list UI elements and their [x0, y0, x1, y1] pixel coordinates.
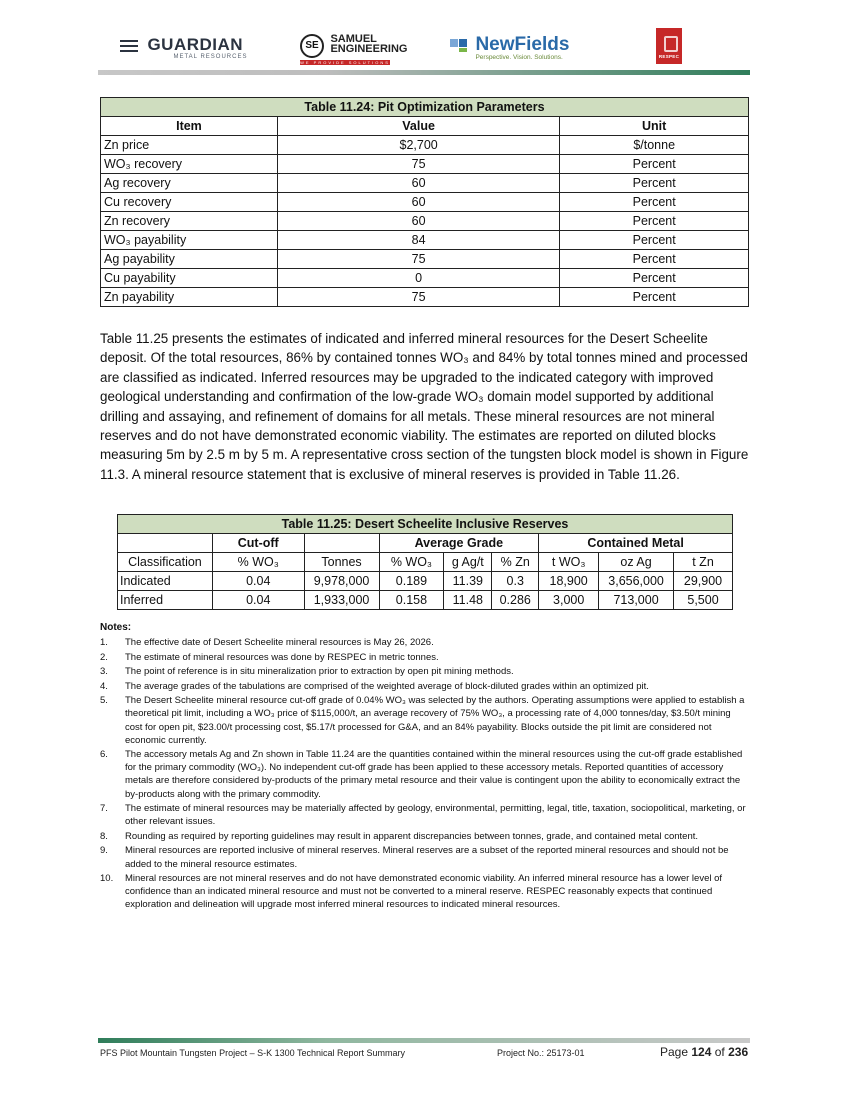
table-row: [101, 231, 749, 250]
body-paragraph: Table 11.25 presents the estimates of indicated and inferred mineral resources for the Desert Scheelite deposit. Of the total resources, 86% by contained tonnes WO₃ and 84% by total tonnes mined and processed are classified as indicated. Inferred resources may be upgraded to the indicated category with improved geological understanding and confirmation of the low-grade WO₃ domain model supported by additional drilling and assaying, and refinement of domains for all metals. These mineral resources are not mineral reserves and do not have demonstrated economic viability. The estimates are reported on diluted blocks measuring 5m by 2.5 m by 5 m. A representative cross section of the tungsten block model is shown in Figure 11.3. A mineral resource statement that is exclusive of mineral reserves is provided in Table 11.26.: [100, 331, 749, 482]
table-row: [118, 572, 733, 591]
column-header: Value: [277, 117, 559, 136]
table-cell: 0.189: [379, 572, 444, 591]
table-cell: Cu recovery: [101, 193, 278, 212]
table-row: [101, 136, 749, 155]
note-text: The average grades of the tabulations are comprised of the weighted average of block-diluted grades within an optimized pit.: [125, 680, 649, 692]
table-row: [101, 193, 749, 212]
note-item: 1. The effective date of Desert Scheelite mineral resources is May 26, 2026.: [100, 637, 434, 648]
table-cell: $2,700: [277, 136, 559, 155]
group-header: Cut-off: [212, 534, 304, 553]
group-header: Contained Metal: [539, 534, 733, 553]
table-caption: Table 11.24: Pit Optimization Parameters: [101, 98, 749, 117]
newfields-squares-icon: [450, 39, 468, 51]
guardian-name: GUARDIAN: [147, 35, 244, 54]
table-cell: WO₃ recovery: [101, 155, 278, 174]
table-cell: 5,500: [674, 591, 733, 610]
table-cell: 0.3: [492, 572, 539, 591]
table-row: [101, 269, 749, 288]
table-row: [101, 288, 749, 307]
table-cell: Indicated: [118, 572, 213, 591]
table-cell: Zn price: [101, 136, 278, 155]
table-cell: 84: [277, 231, 559, 250]
group-header-empty: [118, 534, 213, 553]
table-cell: Cu payability: [101, 269, 278, 288]
column-header: oz Ag: [599, 553, 674, 572]
respec-logo: [656, 28, 682, 64]
table-cell: Percent: [560, 155, 749, 174]
table-cell: Percent: [560, 231, 749, 250]
desert-scheelite-reserves-table: [117, 514, 733, 610]
table-cell: Percent: [560, 288, 749, 307]
pit-optimization-table: [100, 97, 749, 307]
table-cell: 11.39: [444, 572, 492, 591]
footer-report-title: PFS Pilot Mountain Tungsten Project – S-K 1300 Technical Report Summary: [100, 1048, 405, 1058]
note-item: 3. The point of reference is in situ mineralization prior to extraction by open pit mining methods.: [100, 666, 514, 678]
column-header: % Zn: [492, 553, 539, 572]
note-text: The estimate of mineral resources may be materially affected by geology, environmental, permitting, legal, title, taxation, sociopolitical, marketing, or other relevant issues.: [125, 803, 746, 828]
respec-word: RESPEC: [658, 54, 680, 59]
column-header: t WO₃: [539, 553, 599, 572]
table-row: [101, 212, 749, 231]
guardian-subtitle: METAL RESOURCES: [173, 54, 248, 60]
note-text: Mineral resources are reported inclusive of mineral reserves. Mineral reserves are a subset of the reported mineral resources and should not be added to the mineral resource estimates.: [125, 845, 729, 870]
table-cell: Percent: [560, 174, 749, 193]
note-item: 2. The estimate of mineral resources was done by RESPEC in metric tonnes.: [100, 651, 439, 663]
table-cell: $/tonne: [560, 136, 749, 155]
table-cell: Percent: [560, 212, 749, 231]
group-header: Average Grade: [379, 534, 539, 553]
se-badge-icon: SE: [300, 34, 324, 58]
column-header: Item: [101, 117, 278, 136]
table-cell: WO₃ payability: [101, 231, 278, 250]
page-of-word: of: [714, 1045, 725, 1059]
footer-project-number: Project No.: 25173-01: [497, 1048, 585, 1058]
table-cell: 60: [277, 174, 559, 193]
samuel-engineering-logo: [300, 33, 408, 65]
note-text: Mineral resources are not mineral reserves and do not have demonstrated economic viability. An inferred mineral resource has a lower level of confidence than an indicated mineral resource and must not be converted to a mineral reserve. RESPEC reasonably expects that continued exploration and delineation will upgrade most inferred mineral resources to indicated mineral resources.: [125, 873, 723, 911]
table-cell: 1,933,000: [304, 591, 379, 610]
table-caption: Table 11.25: Desert Scheelite Inclusive Reserves: [118, 515, 733, 534]
table-cell: 75: [277, 250, 559, 269]
group-header-empty: [304, 534, 379, 553]
table-row: [101, 155, 749, 174]
note-item: 10. Mineral resources are not mineral reserves and do not have demonstrated economic viability. An inferred mineral resource has a lower level of confidence than an indicated mineral resource and must not be converted to a mineral reserve. RESPEC reasonably expects that continued exploration and delineation will upgrade most inferred mineral resources to indicated mineral resources.: [100, 873, 723, 911]
respec-mark-icon: [664, 36, 678, 52]
guardian-mark-icon: [120, 40, 138, 55]
page-current: 124: [691, 1045, 712, 1059]
note-item: 8. Rounding as required by reporting guidelines may result in apparent discrepancies between tonnes, grade, and contained metal content.: [100, 830, 699, 842]
column-header: t Zn: [674, 553, 733, 572]
table-cell: 0.158: [379, 591, 444, 610]
page-number: [660, 1045, 748, 1059]
table-cell: 0.04: [212, 572, 304, 591]
table-cell: 60: [277, 193, 559, 212]
note-text: The Desert Scheelite mineral resource cut-off grade of 0.04% WO₃ was selected by the authors. Operating assumptions were applied to establish a theoretical pit limit, including a WO₃ price of $115,000/t, an average recovery of 75% WO₃, a processing rate of 4,000 tonnes/day, $3.50/t mining cost for open pit, $23.00/t processing cost, $5.17/t processed for G&A, and an 84% payability. Blocks outside the pit limit are considered not economic currently.: [125, 695, 745, 746]
table-cell: 11.48: [444, 591, 492, 610]
footer-rule: [98, 1038, 750, 1043]
samuel-line1: SAMUEL: [330, 33, 377, 45]
note-item: 9. Mineral resources are reported inclusive of mineral reserves. Mineral reserves are a subset of the reported mineral resources and should not be added to the mineral resource estimates.: [100, 845, 729, 870]
table-cell: Ag payability: [101, 250, 278, 269]
notes-list: [100, 636, 750, 913]
table-cell: 0: [277, 269, 559, 288]
note-text: The estimate of mineral resources was done by RESPEC in metric tonnes.: [125, 651, 439, 663]
note-text: The point of reference is in situ mineralization prior to extraction by open pit mining methods.: [125, 666, 514, 678]
table-cell: 60: [277, 212, 559, 231]
column-header: Classification: [118, 553, 213, 572]
table-cell: 75: [277, 155, 559, 174]
note-item: 6. The accessory metals Ag and Zn shown in Table 11.24 are the quantities contained within the mineral resources using the cut-off grade established for the primary commodity (WO₃). No independent cut-off grade has been applied to these accessory metals. Reported quantities of accessory metals are therefore considered by-products of the primary metal resource and their value is contingent upon the ability to economically extract the by-products along with the primary commodity.: [100, 749, 743, 800]
table-cell: Ag recovery: [101, 174, 278, 193]
guardian-logo: [120, 36, 247, 61]
notes-title: Notes:: [100, 622, 132, 633]
page-total: 236: [728, 1045, 749, 1059]
table-cell: 0.286: [492, 591, 539, 610]
table-cell: 3,656,000: [599, 572, 674, 591]
table-cell: 9,978,000: [304, 572, 379, 591]
note-text: The accessory metals Ag and Zn shown in Table 11.24 are the quantities contained within the mineral resources using the cut-off grade established for the primary commodity (WO₃). No independent cut-off grade has been applied to these accessory metals. Reported quantities of accessory metals are therefore considered by-products of the primary metal resource and their value is contingent upon the ability to economically extract the by-products along with the primary commodity.: [125, 749, 743, 800]
newfields-name: NewFields: [475, 34, 570, 55]
note-item: 4. The average grades of the tabulations are comprised of the weighted average of block-diluted grades within an optimized pit.: [100, 680, 649, 692]
table-header-row: [118, 553, 733, 572]
column-header: g Ag/t: [444, 553, 492, 572]
note-text: Rounding as required by reporting guidelines may result in apparent discrepancies between tonnes, grade, and contained metal content.: [125, 830, 699, 842]
table-row: [101, 250, 749, 269]
table-cell: Inferred: [118, 591, 213, 610]
table-cell: Percent: [560, 193, 749, 212]
table-cell: 75: [277, 288, 559, 307]
newfields-subtitle: Perspective. Vision. Solutions.: [475, 54, 563, 61]
newfields-logo: [450, 36, 569, 62]
table-cell: Zn payability: [101, 288, 278, 307]
column-header: % WO₃: [379, 553, 444, 572]
table-cell: 3,000: [539, 591, 599, 610]
table-row: [101, 174, 749, 193]
header-rule: [98, 70, 750, 75]
column-header: Unit: [560, 117, 749, 136]
table-cell: Percent: [560, 269, 749, 288]
note-text: The effective date of Desert Scheelite mineral resources is May 26, 2026.: [125, 637, 434, 648]
table-cell: 0.04: [212, 591, 304, 610]
table-cell: Percent: [560, 250, 749, 269]
table-cell: 29,900: [674, 572, 733, 591]
samuel-tagline: WE PROVIDE SOLUTIONS: [300, 60, 390, 65]
table-cell: 713,000: [599, 591, 674, 610]
table-cell: 18,900: [539, 572, 599, 591]
table-row: [118, 591, 733, 610]
note-item: 5. The Desert Scheelite mineral resource cut-off grade of 0.04% WO₃ was selected by the authors. Operating assumptions were applied to establish a theoretical pit limit, including a WO₃ price of $115,000/t, an average recovery of 75% WO₃, a processing rate of 4,000 tonnes/day, $3.50/t mining cost for open pit, $23.00/t processing cost, $5.17/t processed for G&A, and an 84% payability. Blocks outside the pit limit are considered not economic currently.: [100, 695, 745, 746]
note-item: 7. The estimate of mineral resources may be materially affected by geology, environmental, permitting, legal, title, taxation, sociopolitical, marketing, or other relevant issues.: [100, 803, 746, 828]
samuel-line2: ENGINEERING: [330, 43, 408, 55]
table-cell: Zn recovery: [101, 212, 278, 231]
page-word: Page: [660, 1045, 689, 1059]
column-header: % WO₃: [212, 553, 304, 572]
column-header: Tonnes: [304, 553, 379, 572]
